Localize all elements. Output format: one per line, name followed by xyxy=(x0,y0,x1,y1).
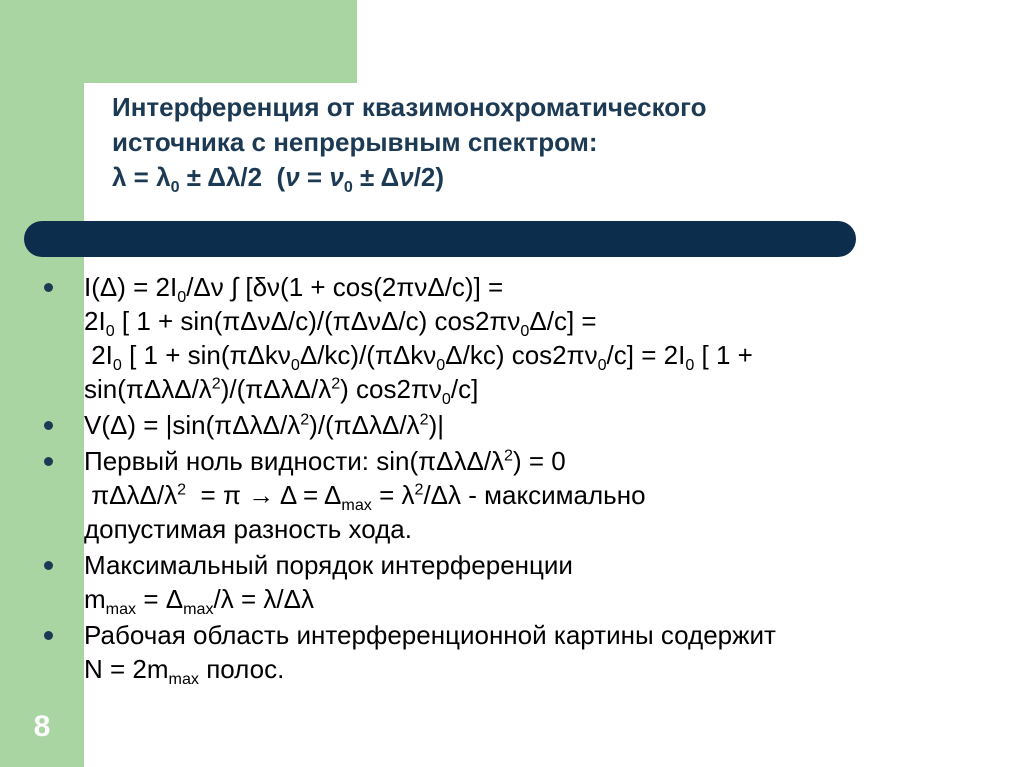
bullet-intensity-formula xyxy=(40,270,1000,409)
bullet-dot-icon xyxy=(44,283,53,292)
bullet-dot-icon xyxy=(44,561,53,570)
bullet-line: $N = 2m_{max}$ полос. xyxy=(84,654,285,689)
bullet-line: допустимая разность хода. xyxy=(84,514,412,544)
bullet-line: $V(\Delta) = |\sin(\pi\Delta\lambda\Delta/\lambda^2)/(\pi\Delta\lambda\Delta/\lambda^2)|$ xyxy=(84,410,444,440)
title-line-1: Интерференция от квазимонохроматического xyxy=(112,92,707,122)
bullet-line: $2I_0$ [ 1 + sin(πΔνΔ/c)/(πΔνΔ/c) $\cos 2\pi\nu_0\Delta/c$] = xyxy=(84,306,597,341)
slide-number: 8 xyxy=(33,710,51,743)
bullet-visibility-formula xyxy=(40,408,1000,442)
bullet-dot-icon xyxy=(44,457,53,466)
bullet-line: $I(\Delta) = 2I_0/\Delta\nu$ ∫ [δν(1 + cos(2πνΔ/c)] = xyxy=(84,272,504,307)
slide-title xyxy=(112,90,972,195)
bullet-line: $m_{max} = \Delta_{max}/\lambda = \lambda/\Delta\lambda$ xyxy=(84,584,314,619)
bullet-first-zero xyxy=(40,444,1000,546)
title-divider-bar xyxy=(24,221,856,257)
bullet-line: πΔλΔ/$\lambda^2 = \pi \to \Delta = \Delta_{max} = \lambda^2/\Delta\lambda$ - максимально xyxy=(84,480,646,515)
title-line-2: источника с непрерывным спектром: xyxy=(112,127,598,157)
title-line-formula: $\lambda = \lambda_0 \pm \Delta\lambda/2$ $(\nu = \nu_0 \pm \Delta\nu/2)$ xyxy=(112,162,445,197)
bullet-dot-icon xyxy=(44,631,53,640)
bullet-dot-icon xyxy=(44,421,53,430)
bullet-line: $2I_0$ [ 1 + sin(πΔkν$_0$Δ/kc)/(πΔkν$_0$Δ/kc) $\cos 2\pi\nu_0/c] = 2I_0$ [ 1 + xyxy=(84,340,753,375)
bullet-list xyxy=(40,270,1000,688)
bullet-line: $\sin(\pi\Delta\lambda\Delta/\lambda^2)/(\pi\Delta\lambda\Delta/\lambda^2)$ $\cos 2\pi\nu_0/c$] xyxy=(84,374,479,409)
bullet-working-area xyxy=(40,618,1000,689)
bullet-line: Максимальный порядок интерференции xyxy=(84,550,573,580)
bullet-max-order xyxy=(40,548,1000,619)
bullet-line: Первый ноль видности: $\sin(\pi\Delta\lambda\Delta/\lambda^2) = 0$ xyxy=(84,446,566,476)
bullet-line: Рабочая область интерференционной картины содержит xyxy=(84,620,776,650)
